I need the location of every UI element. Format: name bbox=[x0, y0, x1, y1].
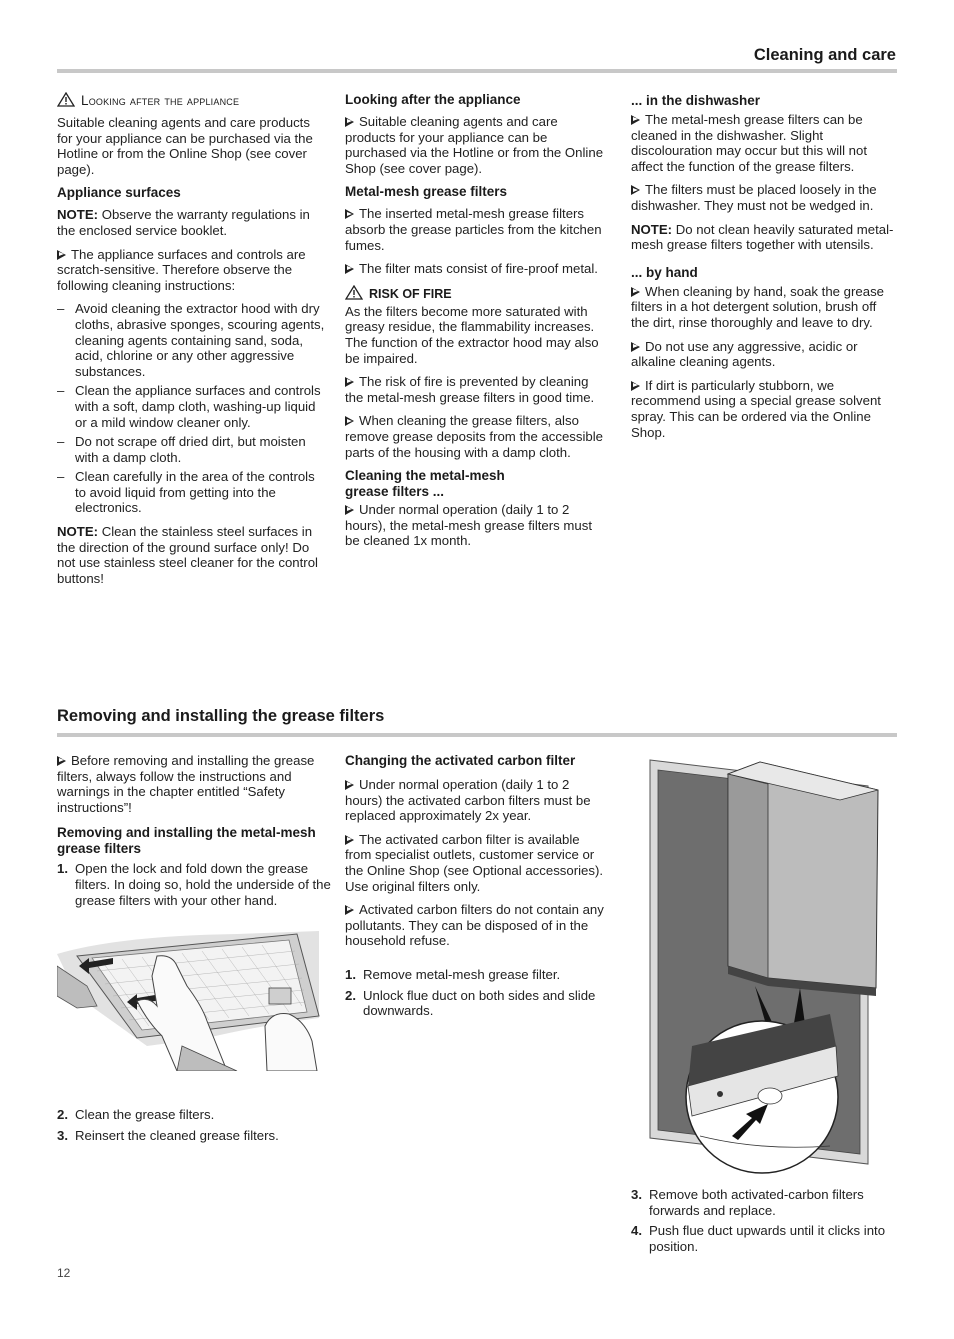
column-left bbox=[57, 92, 325, 594]
step-number: 2. bbox=[345, 987, 356, 1003]
column-right bbox=[631, 93, 897, 448]
triangle-arrow-icon bbox=[631, 342, 640, 352]
heading-risk-of-fire bbox=[345, 285, 608, 302]
step-text: Unlock flue duct on both sides and slide downwards. bbox=[363, 987, 596, 1019]
step-item bbox=[631, 1223, 897, 1254]
paragraph-text: Suitable cleaning agents and care products for your appliance can be purchased via the Hotline or from the Online Shop (see cover page). bbox=[345, 114, 604, 176]
note-stainless bbox=[57, 524, 325, 586]
paragraph-text: If dirt is particularly stubborn, we recommend using a special grease solvent spray. This can be ordered via the Online Shop. bbox=[631, 377, 881, 440]
paragraph bbox=[345, 261, 608, 277]
heading-metal-mesh: Metal-mesh grease filters bbox=[345, 184, 508, 200]
paragraph bbox=[345, 114, 608, 176]
heading-removing-filters: Removing and installing the metal-mesh grease filters bbox=[57, 825, 316, 857]
heading-dishwasher: ... in the dishwasher bbox=[631, 93, 761, 108]
paragraph-text: When cleaning by hand, soak the grease filters in a hot detergent solution, brush off the dirt, rinse thoroughly and leave to dry. bbox=[631, 283, 884, 330]
note-text: Observe the warranty regulations in the enclosed service booklet. bbox=[57, 207, 310, 238]
heading-text: RISK OF FIRE bbox=[369, 286, 452, 301]
paragraph bbox=[345, 902, 607, 949]
paragraph bbox=[631, 284, 897, 331]
heading-line: grease filters ... bbox=[345, 484, 445, 500]
paragraph-text: The filters must be placed loosely in the dishwasher. They must not be wedged in. bbox=[631, 182, 877, 213]
section2-middle bbox=[345, 753, 607, 1025]
step-text: Push flue duct upwards until it clicks into position. bbox=[649, 1223, 886, 1254]
step-number: 1. bbox=[345, 966, 356, 982]
heading-activated-carbon: Changing the activated carbon filter bbox=[345, 753, 576, 768]
heading-line: Cleaning the metal-mesh bbox=[345, 468, 505, 484]
note-warranty bbox=[57, 207, 325, 238]
paragraph bbox=[631, 339, 897, 370]
paragraph-text: Under normal operation (daily 1 to 2 hours), the metal-mesh grease filters must be cleaned 1x month. bbox=[345, 502, 592, 549]
step-item bbox=[345, 967, 607, 983]
list-item: – Avoid cleaning the extractor hood with dry cloths, abrasive sponges, scouring agents, cleaning agents containing sand, soda, acid, chlorine or any other aggressive substances. bbox=[57, 301, 325, 379]
column-middle bbox=[345, 92, 608, 557]
paragraph bbox=[631, 182, 897, 213]
paragraph-text: The filter mats consist of fire-proof metal. bbox=[359, 261, 598, 277]
note-text: Clean the stainless steel surfaces in the direction of the ground surface only! Do not use stainless steel cleaner for the control buttons! bbox=[57, 524, 318, 586]
step-text: Remove metal-mesh grease filter. bbox=[363, 966, 561, 982]
list-item: – Clean the appliance surfaces and controls with a soft, damp cloth, washing-up liquid or a mild window cleaner only. bbox=[57, 383, 325, 430]
list-item: – Do not scrape off dried dirt, but moisten with a damp cloth. bbox=[57, 434, 325, 465]
steps-list bbox=[57, 1107, 333, 1143]
paragraph bbox=[345, 502, 608, 549]
paragraph-text: Under normal operation (daily 1 to 2 hours) the activated carbon filters must be replaced approximately 2x year. bbox=[345, 777, 591, 824]
section2-right bbox=[631, 1187, 897, 1260]
note-label: NOTE: bbox=[631, 221, 673, 237]
paragraph bbox=[345, 413, 608, 460]
step-number: 1. bbox=[57, 861, 68, 877]
heading-cleaning-filters bbox=[345, 468, 608, 500]
heading-text: Looking after the appliance bbox=[81, 93, 240, 108]
paragraph-text: Before removing and installing the grease filters, always follow the instructions and warnings in the chapter entitled “Safety instructions”! bbox=[57, 753, 315, 815]
triangle-arrow-icon bbox=[345, 505, 354, 515]
triangle-arrow-icon bbox=[631, 185, 640, 195]
steps-list bbox=[631, 1187, 897, 1254]
surfaces-text: The appliance surfaces and controls are scratch-sensitive. Therefore observe the following cleaning instructions: bbox=[57, 246, 306, 293]
paragraph-text: The risk of fire is prevented by cleaning the metal-mesh grease filters in good time. bbox=[345, 374, 595, 405]
section2-left-bottom bbox=[57, 1107, 333, 1149]
triangle-arrow-icon bbox=[345, 209, 354, 219]
paragraph-text: The activated carbon filter is available from specialist outlets, customer service or the Online Shop (see Optional accessories). Use original filters only. bbox=[345, 831, 604, 894]
step-number: 4. bbox=[631, 1223, 642, 1239]
step-item bbox=[345, 988, 607, 1019]
triangle-arrow-icon bbox=[57, 756, 66, 766]
step-item bbox=[57, 1107, 333, 1123]
triangle-arrow-icon bbox=[345, 264, 354, 274]
surfaces-paragraph bbox=[57, 247, 325, 294]
paragraph bbox=[631, 112, 897, 174]
heading-looking-after bbox=[57, 92, 325, 109]
cleaning-instructions-list bbox=[57, 301, 325, 516]
triangle-arrow-icon bbox=[57, 250, 66, 260]
header-rule bbox=[57, 69, 897, 73]
section2-left bbox=[57, 753, 333, 914]
paragraph bbox=[345, 832, 607, 894]
step-item bbox=[57, 861, 333, 908]
paragraph bbox=[345, 206, 608, 253]
step-item bbox=[631, 1187, 897, 1218]
step-text: Remove both activated-carbon filters forwards and replace. bbox=[649, 1187, 864, 1218]
list-item: – Clean carefully in the area of the controls to avoid liquid from getting into the electronics. bbox=[57, 469, 325, 516]
warning-icon bbox=[57, 92, 75, 107]
note-text: Do not clean heavily saturated metal-mesh grease filters together with utensils. bbox=[631, 221, 894, 253]
triangle-arrow-icon bbox=[631, 115, 640, 125]
intro-paragraph: Suitable cleaning agents and care products for your appliance can be purchased via the Hotline or from the Online Shop (see cover page). bbox=[57, 115, 313, 177]
step-text: Open the lock and fold down the grease filters. In doing so, hold the underside of the grease filters with your other hand. bbox=[75, 861, 331, 908]
paragraph-text: The inserted metal-mesh grease filters absorb the grease particles from the kitchen fumes. bbox=[345, 206, 602, 253]
flue-duct-illustration bbox=[640, 756, 885, 1181]
note-label: NOTE: bbox=[57, 524, 99, 540]
section-header-title: Cleaning and care bbox=[753, 46, 896, 64]
steps-list bbox=[57, 861, 333, 908]
triangle-arrow-icon bbox=[345, 835, 354, 845]
step-number: 3. bbox=[57, 1127, 68, 1143]
paragraph bbox=[345, 777, 607, 824]
paragraph-text: Activated carbon filters do not contain any pollutants. They can be disposed of in the household refuse. bbox=[345, 902, 604, 949]
step-number: 2. bbox=[57, 1107, 68, 1122]
warning-icon bbox=[345, 285, 363, 300]
page-number: 12 bbox=[57, 1266, 71, 1280]
step-item bbox=[57, 1128, 333, 1144]
heading-by-hand: ... by hand bbox=[631, 264, 698, 280]
note-label: NOTE: bbox=[57, 207, 99, 223]
paragraph-text: The metal-mesh grease filters can be cleaned in the dishwasher. Slight discolouration may occur but this will not affect the function of the grease filters. bbox=[631, 112, 868, 174]
step-text: Reinsert the cleaned grease filters. bbox=[75, 1127, 279, 1143]
risk-paragraph: As the filters become more saturated with greasy residue, the flammability increases. The function of the extractor hood may also be impaired. bbox=[345, 303, 599, 366]
note-dishwasher bbox=[631, 222, 897, 253]
triangle-arrow-icon bbox=[345, 780, 354, 790]
section-title: Removing and installing the grease filters bbox=[57, 707, 385, 725]
step-text: Clean the grease filters. bbox=[75, 1107, 215, 1122]
paragraph bbox=[631, 378, 897, 440]
paragraph bbox=[57, 753, 333, 815]
heading-appliance-surfaces: Appliance surfaces bbox=[57, 185, 181, 201]
paragraph-text: Do not use any aggressive, acidic or alkaline cleaning agents. bbox=[631, 338, 858, 370]
heading-looking-after-2: Looking after the appliance bbox=[345, 92, 521, 107]
steps-list bbox=[345, 967, 607, 1019]
grease-filter-illustration bbox=[57, 926, 322, 1071]
triangle-arrow-icon bbox=[631, 287, 640, 297]
triangle-arrow-icon bbox=[345, 905, 354, 915]
paragraph bbox=[345, 374, 608, 405]
triangle-arrow-icon bbox=[345, 377, 354, 387]
paragraph-text: When cleaning the grease filters, also remove grease deposits from the accessible parts of the housing with a damp cloth. bbox=[345, 413, 604, 460]
triangle-arrow-icon bbox=[345, 117, 354, 127]
triangle-arrow-icon bbox=[345, 416, 354, 426]
step-number: 3. bbox=[631, 1187, 642, 1202]
triangle-arrow-icon bbox=[631, 381, 640, 391]
section-rule bbox=[57, 733, 897, 737]
